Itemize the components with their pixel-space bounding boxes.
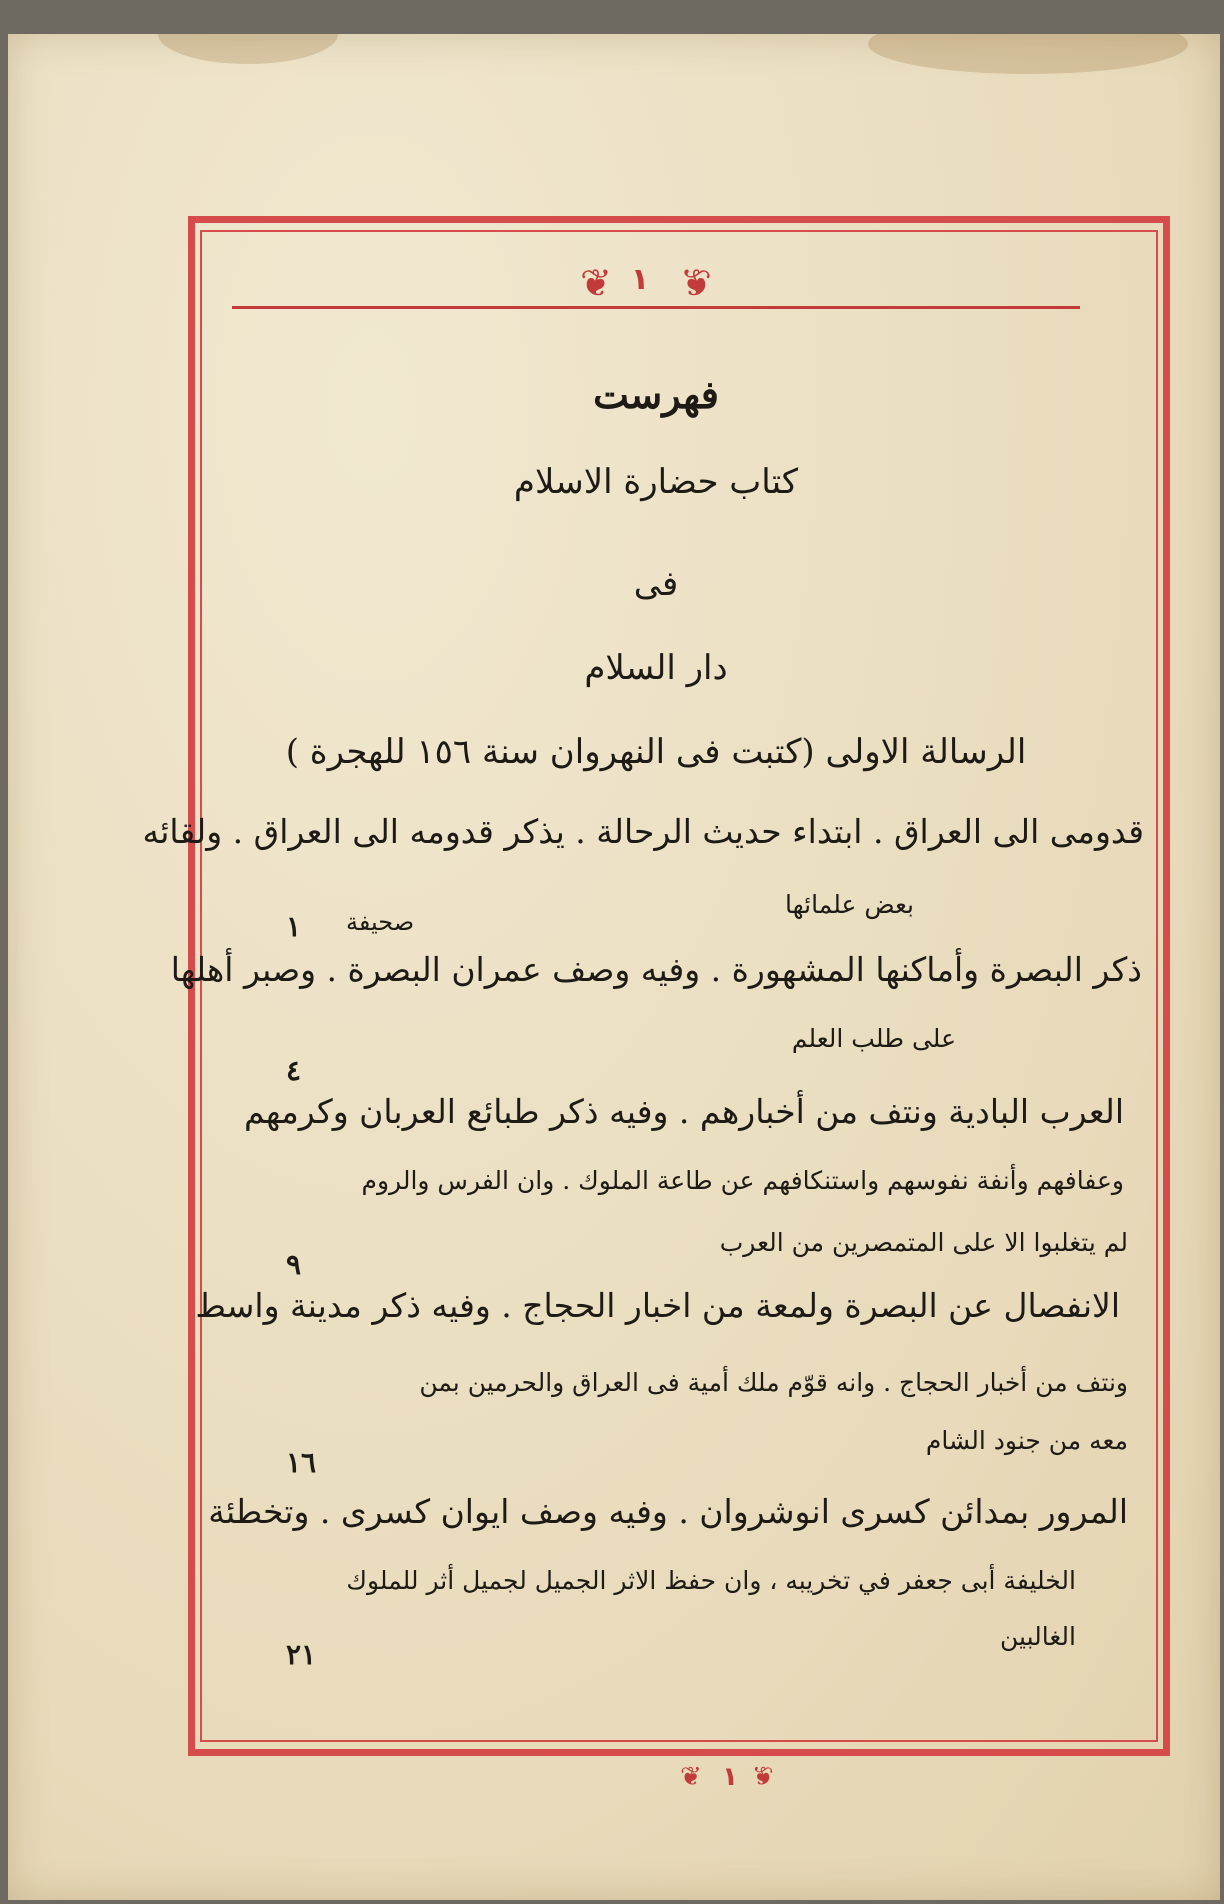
entry-2-continuation: على طلب العلم xyxy=(791,1024,956,1053)
entry-3-continuation-2: لم يتغلبوا الا على المتمصرين من العرب xyxy=(719,1228,1128,1257)
paper-stain xyxy=(868,34,1188,74)
entry-3-page-number: ٩ xyxy=(286,1248,302,1281)
entry-5-continuation-2: الغالبين xyxy=(1000,1622,1076,1651)
entry-3-continuation: وعفافهم وأنفة نفوسهم واستنكافهم عن طاعة الملوك . وان الفرس والروم xyxy=(361,1166,1124,1195)
entry-3-heading: العرب البادية ونتف من أخبارهم . وفيه ذكر طبائع العربان وكرمهم xyxy=(243,1092,1124,1131)
entry-2-heading: ذكر البصرة وأماكنها المشهورة . وفيه وصف عمران البصرة . وصبر أهلها xyxy=(170,950,1142,989)
entry-4-heading: الانفصال عن البصرة ولمعة من اخبار الحجاج . وفيه ذكر مدينة واسط xyxy=(195,1286,1120,1325)
entry-5-heading: المرور بمدائن كسرى انوشروان . وفيه وصف ايوان كسرى . وتخطئة xyxy=(208,1492,1128,1531)
footer-ornament-left-icon: ❦ xyxy=(680,1762,702,1792)
title-fi: فى xyxy=(633,564,679,604)
entry-1-page-number: ١ xyxy=(286,910,302,943)
entry-2-page-number: ٤ xyxy=(286,1054,302,1087)
entry-1-heading: قدومى الى العراق . ابتداء حديث الرحالة . يذكر قدومه الى العراق . ولقائه xyxy=(142,812,1144,851)
book-title: كتاب حضارة الاسلام xyxy=(513,462,799,502)
entry-1-page-label: صحيفة xyxy=(346,908,415,936)
header-rule xyxy=(232,306,1080,309)
footer-page-marker: ١ xyxy=(722,1762,738,1792)
entry-4-continuation-2: معه من جنود الشام xyxy=(925,1426,1128,1455)
paper-stain xyxy=(158,34,338,64)
title-place: دار السلام xyxy=(584,648,728,688)
entry-4-page-number: ١٦ xyxy=(286,1446,317,1479)
entry-4-continuation: ونتف من أخبار الحجاج . وانه قوّم ملك أمية فى العراق والحرمين بمن xyxy=(419,1368,1128,1397)
entry-5-page-number: ٢١ xyxy=(286,1638,317,1671)
entry-1-continuation: بعض علمائها xyxy=(785,890,914,919)
index-title: فهرست xyxy=(593,372,719,417)
ornament-right-icon: ❦ xyxy=(680,261,712,305)
ornament-left-icon: ❦ xyxy=(580,261,612,305)
entry-5-continuation: الخليفة أبى جعفر في تخريبه ، وان حفظ الاثر الجميل لجميل أثر للملوك xyxy=(346,1566,1076,1595)
ink-smudge xyxy=(284,1676,614,1714)
letter-heading: الرسالة الاولى (كتبت فى النهروان سنة ١٥٦ للهجرة ) xyxy=(285,732,1027,772)
top-page-marker: ١ xyxy=(630,262,650,297)
footer-ornament-right-icon: ❦ xyxy=(752,1762,774,1792)
